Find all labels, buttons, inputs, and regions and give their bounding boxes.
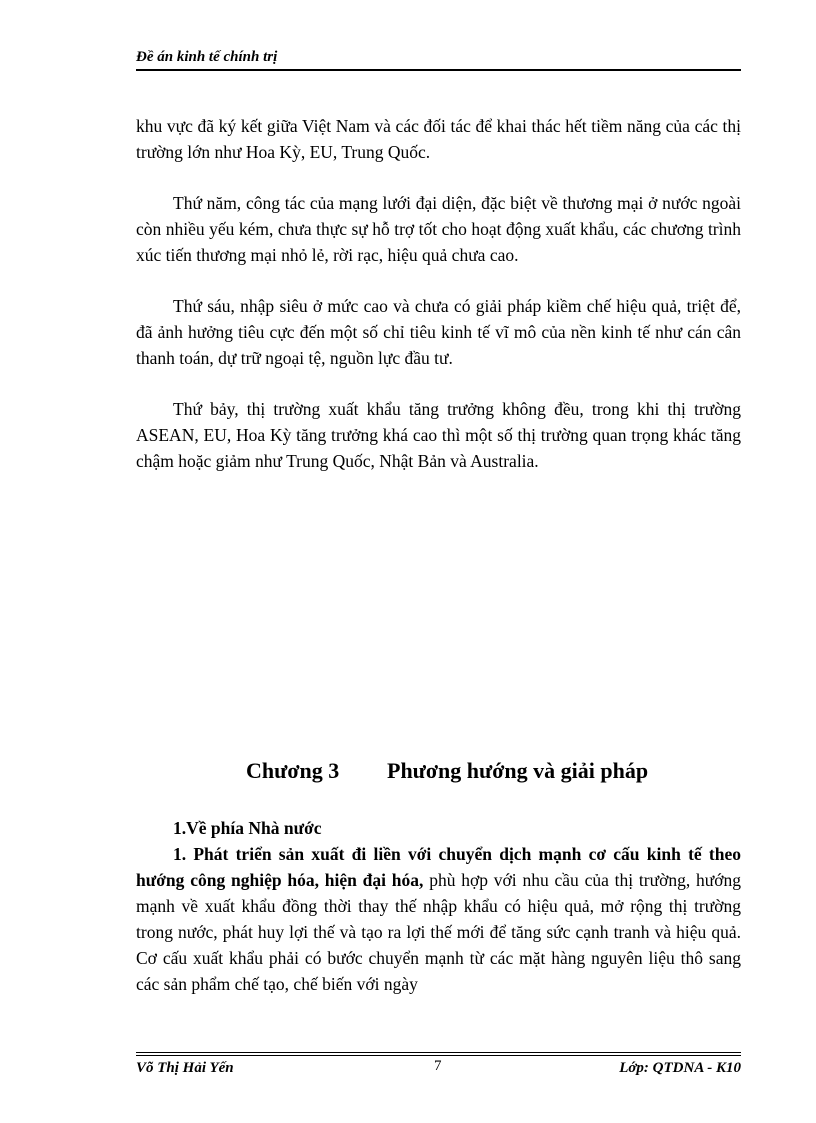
paragraph-continuation: khu vực đã ký kết giữa Việt Nam và các đối tác để khai thác hết tiềm năng của các thị trường lớn như Hoa Kỳ, EU, Trung Quốc.: [136, 116, 741, 162]
page-footer: [136, 1058, 741, 1080]
chapter-number: Chương 3: [246, 758, 340, 783]
section-block: [136, 815, 741, 997]
section-bold-lead: 1. Phát triển sản xuất đi liền với chuyển dịch mạnh cơ cấu kinh tế theo hướng công nghiệp hóa, hiện đại hóa,: [136, 844, 741, 890]
paragraph-thu-sau: Thứ sáu, nhập siêu ở mức cao và chưa có giải pháp kiềm chế hiệu quả, triệt để, đã ảnh hưởng tiêu cực đến một số chỉ tiêu kinh tế vĩ mô của nền kinh tế như cán cân thanh toán, dự trữ ngoại tệ, nguồn lực đầu tư.: [136, 296, 741, 368]
header-title: Đề án kinh tế chính trị: [136, 49, 278, 65]
page-number: 7: [434, 1058, 442, 1074]
paragraph-thu-nam: Thứ năm, công tác của mạng lưới đại diện, đặc biệt về thương mại ở nước ngoài còn nhiều yếu kém, chưa thực sự hỗ trợ tốt cho hoạt động xuất khẩu, các chương trình xúc tiến thương mại nhỏ lẻ, rời rạc, hiệu quả chưa cao.: [136, 193, 741, 265]
footer-class: Lớp: QTDNA - K10: [619, 1060, 741, 1076]
section-paragraph: [136, 841, 741, 997]
footer-author: Võ Thị Hải Yến: [136, 1060, 234, 1076]
page-header: [136, 47, 741, 71]
section-heading: 1.Về phía Nhà nước: [173, 818, 322, 838]
paragraph-thu-bay: Thứ bảy, thị trường xuất khẩu tăng trưởng không đều, trong khi thị trường ASEAN, EU, Hoa Kỳ tăng trưởng khá cao thì một số thị trường quan trọng khác tăng chậm hoặc giảm như Trung Quốc, Nhật Bản và Australia.: [136, 399, 741, 471]
section-body-text: phù hợp với nhu cầu của thị trường, hướng mạnh về xuất khẩu đồng thời thay thế nhập khẩu có hiệu quả, mở rộng thị trường trong nước, phát huy lợi thế và tạo ra lợi thế mới để tăng sức cạnh tranh và hiệu quả. Cơ cấu xuất khẩu phải có bước chuyển mạnh từ các mặt hàng nguyên liệu thô sang các sản phẩm chế tạo, chế biến với ngày: [136, 870, 741, 994]
chapter-title: Phương hướng và giải pháp: [387, 758, 649, 783]
